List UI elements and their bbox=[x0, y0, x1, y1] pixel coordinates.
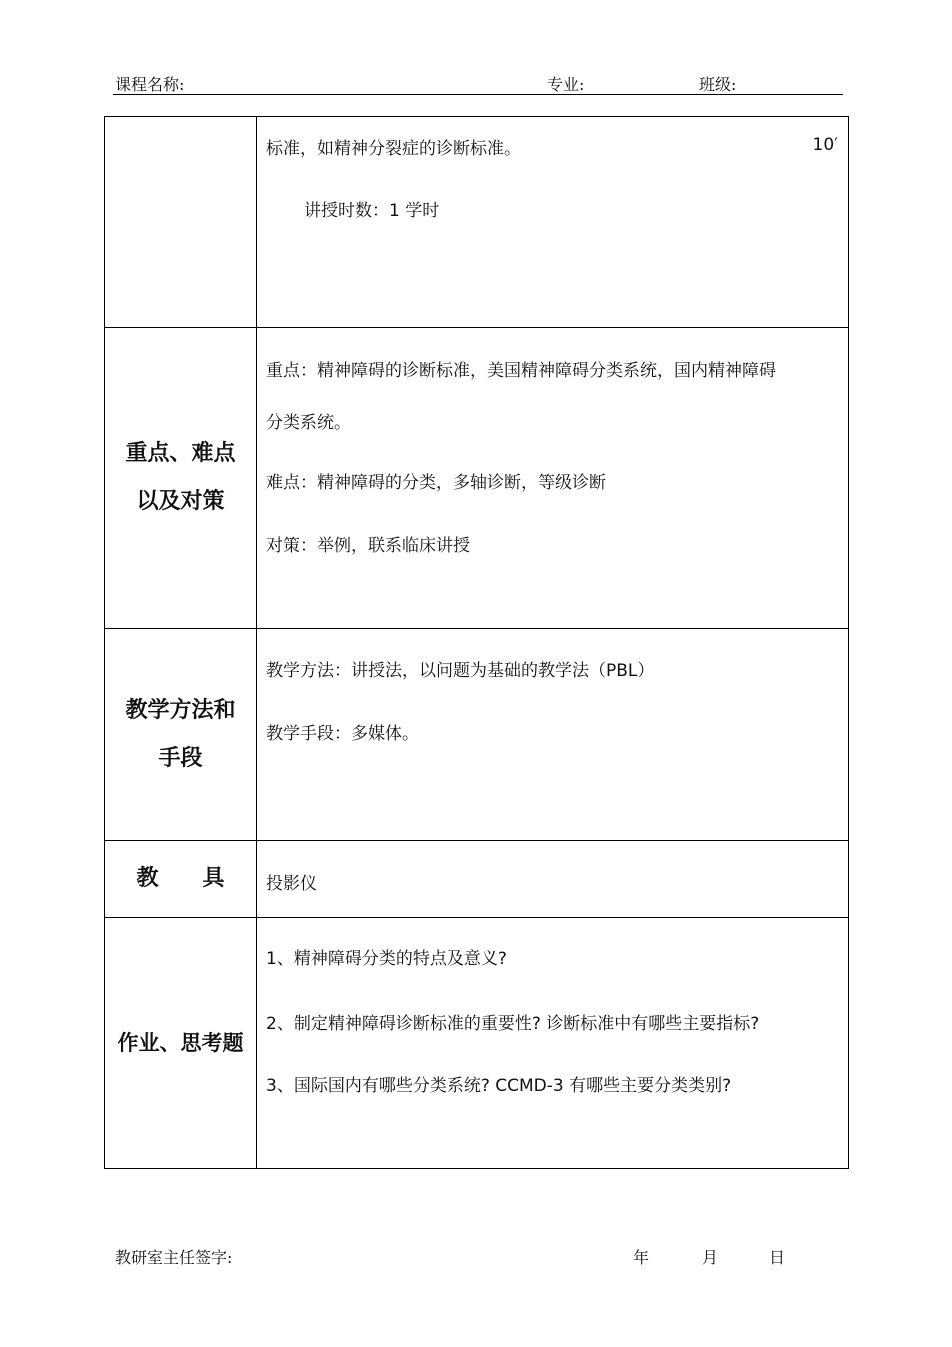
major-label: 专业: bbox=[547, 75, 585, 94]
label-line: 以及对策 bbox=[136, 489, 225, 514]
table-row-methods bbox=[105, 629, 849, 841]
content-line: 对策：举例，联系临床讲授 bbox=[266, 536, 470, 556]
label-line: 重点、难点 bbox=[125, 441, 236, 466]
lesson-plan-table bbox=[104, 116, 849, 1169]
course-name-label: 课程名称: bbox=[115, 75, 185, 94]
content-line: 重点：精神障碍的诊断标准，美国精神障碍分类系统，国内精神障碍 bbox=[266, 361, 776, 381]
date-day: 日 bbox=[769, 1248, 786, 1267]
homework-question: 3、国际国内有哪些分类系统? CCMD-3 有哪些主要分类类别? bbox=[266, 1076, 732, 1096]
row-label-empty bbox=[105, 117, 257, 328]
row-label-teaching-aids bbox=[105, 841, 257, 918]
continuation-content bbox=[257, 117, 849, 328]
table-row-teaching-aids bbox=[105, 841, 849, 918]
teaching-aids-content bbox=[257, 841, 849, 918]
content-line: 标准，如精神分裂症的诊断标准。 bbox=[266, 139, 521, 159]
table-row-key-points bbox=[105, 328, 849, 629]
content-line: 投影仪 bbox=[266, 874, 317, 894]
label-line: 手段 bbox=[158, 745, 203, 771]
table-row-continuation bbox=[105, 117, 849, 328]
content-line: 教学手段：多媒体。 bbox=[266, 724, 419, 744]
date-month: 月 bbox=[702, 1248, 719, 1267]
row-label-homework bbox=[105, 918, 257, 1169]
row-label-methods bbox=[105, 629, 257, 841]
class-label: 班级: bbox=[699, 75, 737, 94]
content-line: 讲授时数：1 学时 bbox=[304, 201, 440, 221]
methods-content bbox=[257, 629, 849, 841]
label-line: 教学方法和 bbox=[125, 697, 236, 723]
content-line: 难点：精神障碍的分类，多轴诊断，等级诊断 bbox=[266, 473, 606, 493]
content-line: 教学方法：讲授法，以问题为基础的教学法（PBL） bbox=[266, 661, 655, 681]
key-points-content bbox=[257, 328, 849, 629]
page-header bbox=[113, 66, 843, 95]
homework-question: 2、制定精神障碍诊断标准的重要性? 诊断标准中有哪些主要指标? bbox=[266, 1014, 760, 1034]
label-line: 作业、思考题 bbox=[117, 1031, 244, 1055]
content-line: 分类系统。 bbox=[266, 413, 351, 433]
homework-question: 1、精神障碍分类的特点及意义? bbox=[266, 949, 507, 969]
homework-content bbox=[257, 918, 849, 1169]
row-label-key-points bbox=[105, 328, 257, 629]
label-line: 教 具 bbox=[136, 866, 225, 891]
director-signature-label: 教研室主任签字: bbox=[115, 1248, 233, 1267]
time-mark: 10′ bbox=[812, 135, 838, 155]
date-year: 年 bbox=[633, 1248, 650, 1267]
table-row-homework bbox=[105, 918, 849, 1169]
